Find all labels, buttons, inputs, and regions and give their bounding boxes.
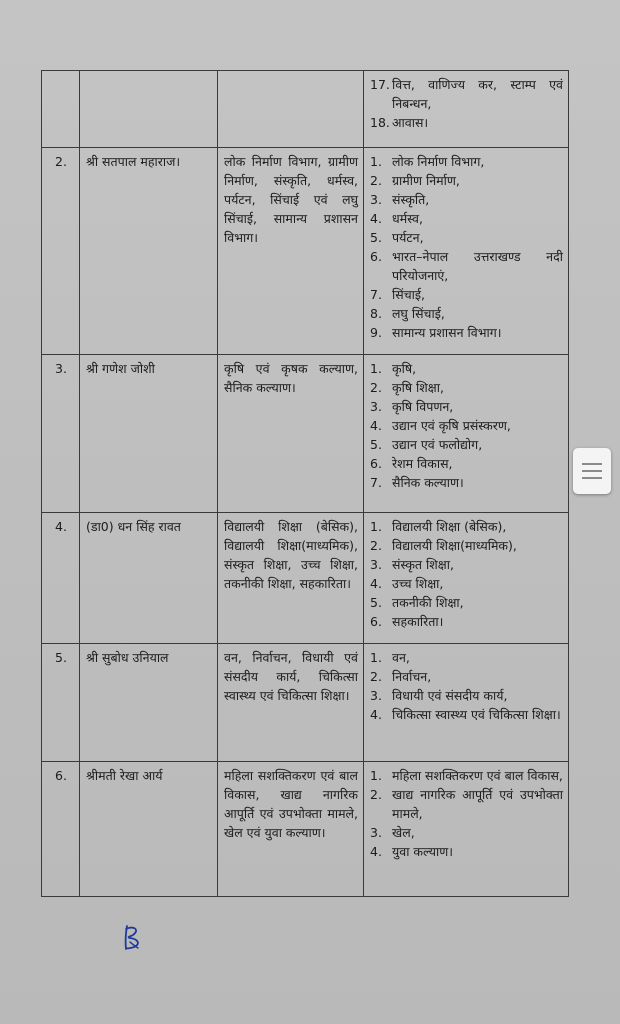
list-item-text: खेल,: [392, 825, 415, 840]
list-item: [370, 209, 563, 228]
list-item-number: 4.: [370, 576, 382, 591]
list-item-text: संस्कृत शिक्षा,: [392, 557, 454, 572]
list-item: [370, 842, 563, 861]
list-item-text: वन,: [392, 650, 410, 665]
minister-name: श्री सतपाल महाराज।: [80, 148, 218, 355]
list-item: [370, 823, 563, 842]
department-list-cell: [364, 148, 569, 355]
list-item-text: सैनिक कल्याण।: [392, 475, 464, 490]
list-item: [370, 612, 563, 631]
list-item-number: 2.: [370, 173, 382, 188]
serial-number: 2.: [42, 148, 80, 355]
list-item: [370, 517, 563, 536]
list-item-number: 6.: [370, 614, 382, 629]
list-item-number: 3.: [370, 557, 382, 572]
minister-name: श्री सुबोध उनियाल: [80, 644, 218, 762]
list-item-number: 17.: [370, 77, 390, 92]
list-item: [370, 705, 563, 724]
list-item-number: 18.: [370, 115, 390, 130]
list-item: [370, 171, 563, 190]
list-item: [370, 190, 563, 209]
department-summary-cell: [218, 71, 364, 148]
list-item-text: भारत–नेपाल उत्तराखण्ड नदी परियोजनाएं,: [392, 249, 563, 283]
list-item: [370, 473, 563, 492]
list-item-number: 5.: [370, 230, 382, 245]
list-item-number: 8.: [370, 306, 382, 321]
minister-name: श्रीमती रेखा आर्य: [80, 762, 218, 897]
list-item-number: 2.: [370, 787, 382, 802]
list-item: [370, 454, 563, 473]
list-item: [370, 648, 563, 667]
list-item: [370, 75, 563, 113]
department-list: [370, 75, 563, 132]
list-item-text: ग्रामीण निर्माण,: [392, 173, 460, 188]
list-item: [370, 152, 563, 171]
list-item-number: 5.: [370, 437, 382, 452]
list-item-text: उच्च शिक्षा,: [392, 576, 444, 591]
department-summary: विद्यालयी शिक्षा (बेसिक), विद्यालयी शिक्षा(माध्यमिक), संस्कृत शिक्षा, उच्च शिक्षा, तकनीकी शिक्षा, सहकारिता।: [218, 513, 364, 644]
minister-name-cell: [80, 71, 218, 148]
list-item-text: विद्यालयी शिक्षा (बेसिक),: [392, 519, 507, 534]
serial-number: 3.: [42, 355, 80, 513]
list-item-number: 3.: [370, 688, 382, 703]
list-item-number: 6.: [370, 249, 382, 264]
list-item-text: तकनीकी शिक्षा,: [392, 595, 464, 610]
list-item: [370, 304, 563, 323]
minister-name: श्री गणेश जोशी: [80, 355, 218, 513]
list-item: [370, 686, 563, 705]
list-item-text: पर्यटन,: [392, 230, 424, 245]
list-item-number: 4.: [370, 418, 382, 433]
list-item-number: 2.: [370, 538, 382, 553]
list-item: [370, 593, 563, 612]
list-item: [370, 555, 563, 574]
list-item: [370, 323, 563, 342]
list-item: [370, 574, 563, 593]
department-list: [370, 648, 563, 724]
list-item-text: खाद्य नागरिक आपूर्ति एवं उपभोक्ता मामले,: [392, 787, 563, 821]
department-summary: वन, निर्वाचन, विधायी एवं संसदीय कार्य, चिकित्सा स्वास्थ्य एवं चिकित्सा शिक्षा।: [218, 644, 364, 762]
list-item: [370, 435, 563, 454]
list-item-text: सहकारिता।: [392, 614, 444, 629]
list-item-text: कृषि विपणन,: [392, 399, 454, 414]
list-item-text: लोक निर्माण विभाग,: [392, 154, 485, 169]
list-item-text: युवा कल्याण।: [392, 844, 453, 859]
list-item: [370, 397, 563, 416]
list-item-text: सिंचाई,: [392, 287, 425, 302]
department-list-cell: [364, 71, 569, 148]
list-item: [370, 285, 563, 304]
list-item-text: रेशम विकास,: [392, 456, 453, 471]
department-list: [370, 766, 563, 861]
serial-number: 4.: [42, 513, 80, 644]
list-item-number: 2.: [370, 380, 382, 395]
list-item-text: लघु सिंचाई,: [392, 306, 445, 321]
list-item-number: 1.: [370, 768, 382, 783]
list-item-number: 4.: [370, 844, 382, 859]
list-item-text: कृषि,: [392, 361, 417, 376]
department-list: [370, 152, 563, 342]
list-item: [370, 667, 563, 686]
ministers-portfolio-table: [41, 70, 569, 897]
table-row: [42, 644, 569, 762]
serial-number: 5.: [42, 644, 80, 762]
list-item-number: 1.: [370, 519, 382, 534]
menu-line: [582, 470, 602, 472]
list-item-text: उद्यान एवं फलोद्योग,: [392, 437, 483, 452]
menu-line: [582, 477, 602, 479]
list-item-number: 1.: [370, 650, 382, 665]
department-list-cell: [364, 644, 569, 762]
table-row: [42, 148, 569, 355]
list-item-text: धर्मस्व,: [392, 211, 423, 226]
hamburger-menu-icon[interactable]: [573, 448, 611, 494]
department-summary: महिला सशक्तिकरण एवं बाल विकास, खाद्य नागरिक आपूर्ति एवं उपभोक्ता मामले, खेल एवं युवा कल्याण।: [218, 762, 364, 897]
list-item-text: वित्त, वाणिज्य कर, स्टाम्प एवं निबन्धन,: [392, 77, 563, 111]
department-summary: कृषि एवं कृषक कल्याण, सैनिक कल्याण।: [218, 355, 364, 513]
table-row: [42, 762, 569, 897]
table-row: [42, 513, 569, 644]
list-item: [370, 766, 563, 785]
list-item-number: 2.: [370, 669, 382, 684]
list-item-number: 1.: [370, 361, 382, 376]
list-item-number: 7.: [370, 475, 382, 490]
list-item-number: 4.: [370, 707, 382, 722]
list-item-text: कृषि शिक्षा,: [392, 380, 444, 395]
list-item-text: आवास।: [392, 115, 429, 130]
table-row: [42, 355, 569, 513]
list-item: [370, 228, 563, 247]
department-summary: लोक निर्माण विभाग, ग्रामीण निर्माण, संस्कृति, धर्मस्व, पर्यटन, सिंचाई एवं लघु सिंचाई, सामान्य प्रशासन विभाग।: [218, 148, 364, 355]
list-item-text: संस्कृति,: [392, 192, 430, 207]
department-list-cell: [364, 513, 569, 644]
list-item-text: निर्वाचन,: [392, 669, 432, 684]
list-item: [370, 378, 563, 397]
list-item-text: विधायी एवं संसदीय कार्य,: [392, 688, 508, 703]
list-item: [370, 359, 563, 378]
list-item-number: 6.: [370, 456, 382, 471]
handwritten-signature: [118, 922, 148, 952]
table-row-continuation: [42, 71, 569, 148]
list-item-number: 7.: [370, 287, 382, 302]
list-item-number: 5.: [370, 595, 382, 610]
list-item-text: सामान्य प्रशासन विभाग।: [392, 325, 502, 340]
list-item-text: उद्यान एवं कृषि प्रसंस्करण,: [392, 418, 511, 433]
list-item: [370, 113, 563, 132]
list-item-text: महिला सशक्तिकरण एवं बाल विकास,: [392, 768, 563, 783]
list-item-number: 3.: [370, 399, 382, 414]
list-item-number: 4.: [370, 211, 382, 226]
list-item: [370, 536, 563, 555]
list-item: [370, 785, 563, 823]
menu-line: [582, 463, 602, 465]
list-item-number: 1.: [370, 154, 382, 169]
department-list: [370, 359, 563, 492]
serial-cell: [42, 71, 80, 148]
list-item: [370, 416, 563, 435]
list-item-number: 3.: [370, 825, 382, 840]
serial-number: 6.: [42, 762, 80, 897]
department-list-cell: [364, 762, 569, 897]
list-item-text: चिकित्सा स्वास्थ्य एवं चिकित्सा शिक्षा।: [392, 707, 561, 722]
list-item: [370, 247, 563, 285]
list-item-number: 9.: [370, 325, 382, 340]
minister-name: (डा0) धन सिंह रावत: [80, 513, 218, 644]
list-item-text: विद्यालयी शिक्षा(माध्यमिक),: [392, 538, 517, 553]
department-list-cell: [364, 355, 569, 513]
department-list: [370, 517, 563, 631]
list-item-number: 3.: [370, 192, 382, 207]
